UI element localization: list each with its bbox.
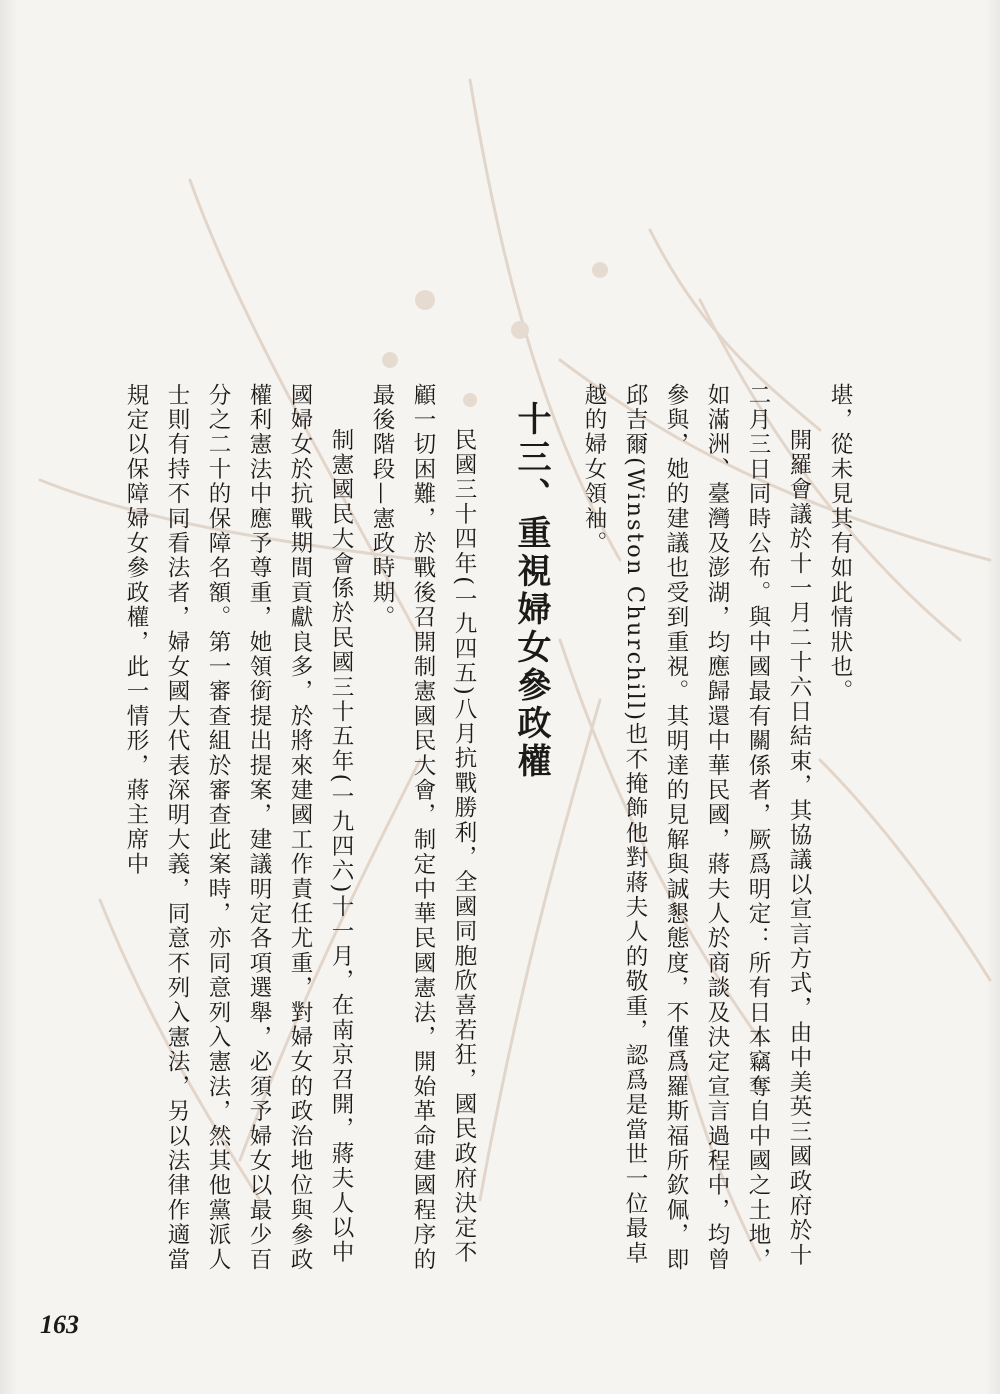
continued-paragraph: 堪，從未見其有如此情狀也。	[827, 383, 853, 705]
page-number: 163	[40, 1310, 79, 1339]
paragraph-victory: 民國三十四年(一九四五)八月抗戰勝利，全國同胞欣喜若狂，國民政府決定不顧一切困難，於戰後召開制憲國民大會，制定中華民國憲法，開始革命建國程序的最後階段—憲政時期。	[369, 383, 477, 1273]
paragraph-constitution-assembly: 制憲國民大會係於民國三十五年(一九四六)十一月，在南京召開，蔣夫人以中國婦女於抗戰期間貢獻良多，於將來建國工作責任尤重，對婦女的政治地位與參政權利憲法中應予尊重，她領銜提出提案，建議明定各項選舉，必須予婦女以最少百分之二十的保障名額。第一審查組於審查此案時，亦同意列入憲法，然其他黨派人士則有持不同看法者，婦女國大代表深明大義，同意不列入憲法，另以法律作適當規定以保障婦女參政權，此一情形，蔣主席中	[123, 383, 354, 1273]
vertical-text-block	[115, 383, 860, 1283]
section-heading: 十三、重視婦女參政權	[511, 401, 551, 781]
paragraph-cairo-conference: 開羅會議於十一月二十六日結束，其協議以宣言方式，由中美英三國政府於十二月三日同時公布。與中國最有關係者，厥爲明定：所有日本竊奪自中國之土地，如滿洲、臺灣及澎湖，均應歸還中華民國，蔣夫人於商談及決定宣言過程中，均曾參與，她的建議也受到重視。其明達的見解與誠懇態度，不僅爲羅斯福所欽佩，即邱吉爾(Winston Churchill)也不掩飾他對蔣夫人的敬重，認爲是當世一位最卓越的婦女領袖。	[581, 383, 812, 1273]
